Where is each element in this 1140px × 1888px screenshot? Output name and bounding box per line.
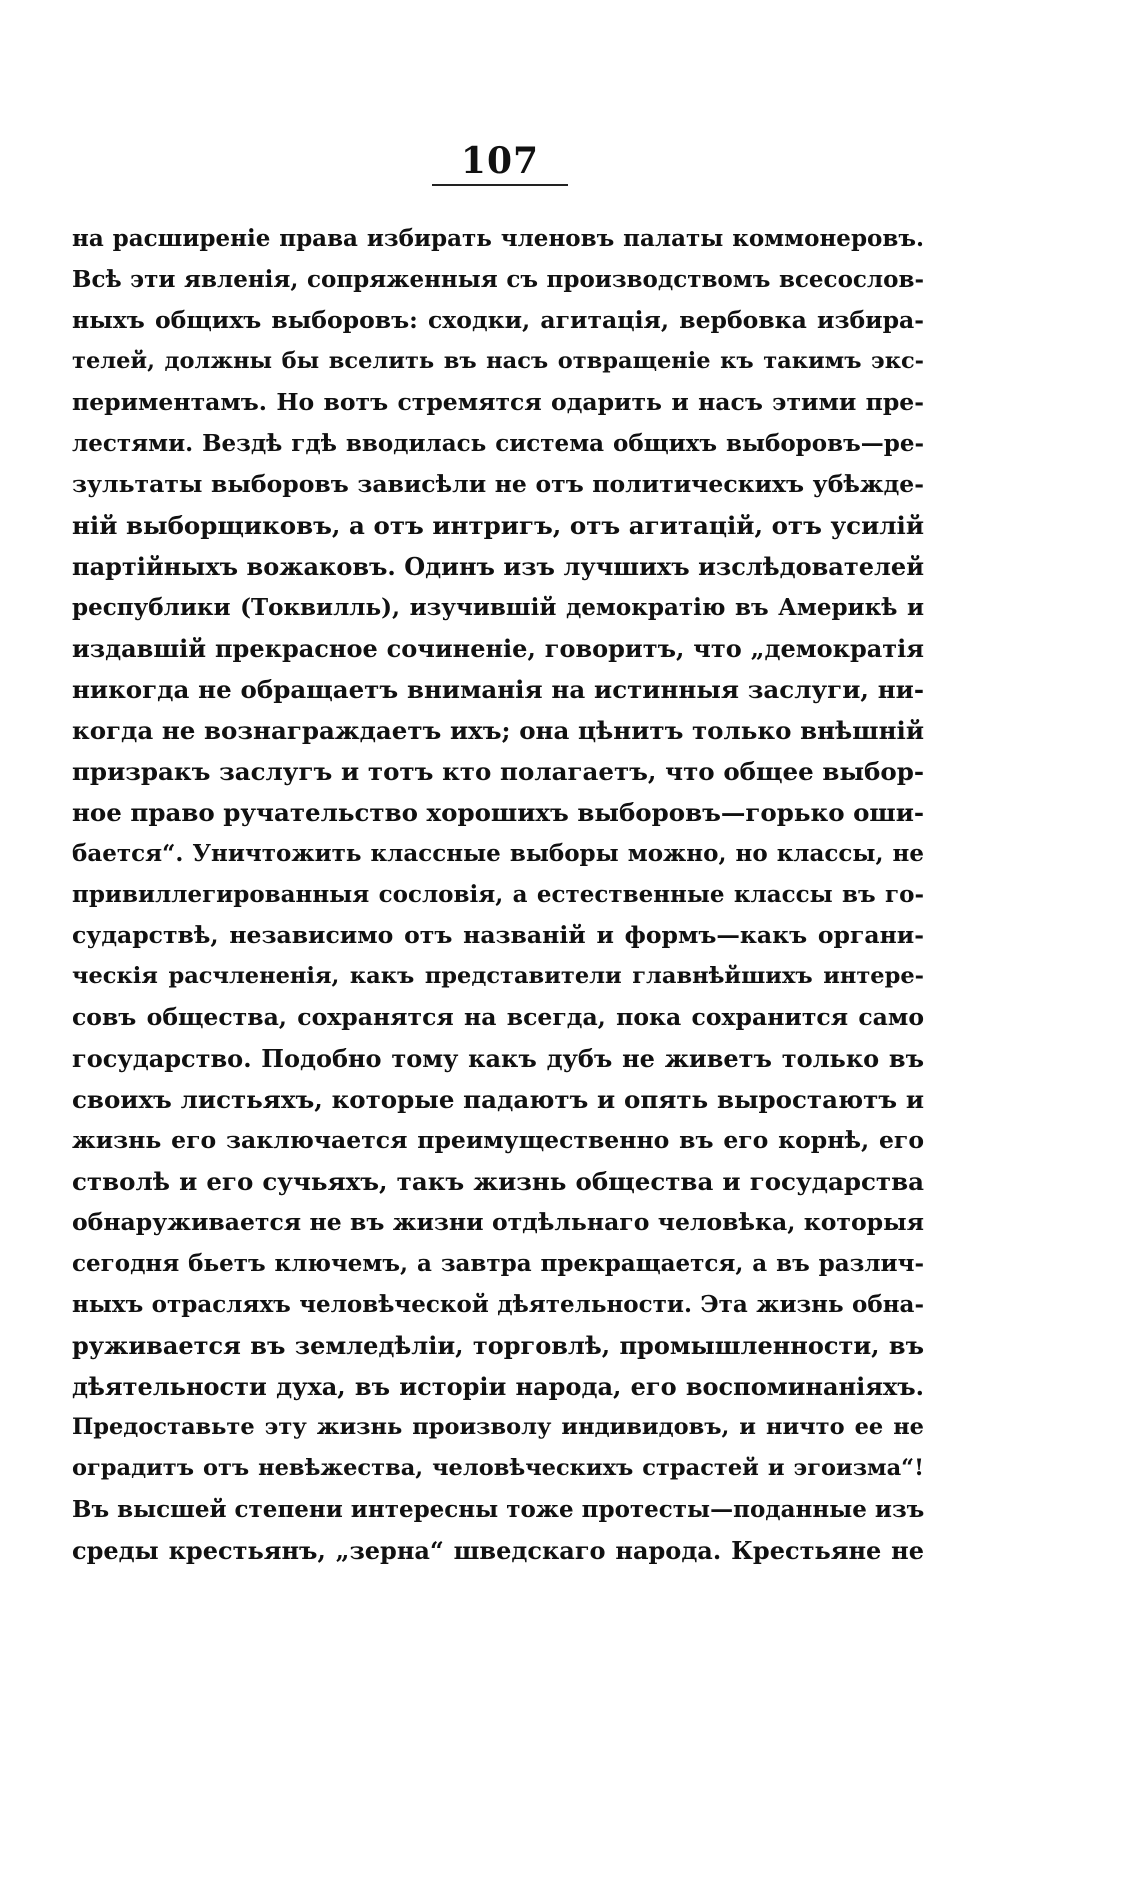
page-number-rule bbox=[432, 184, 568, 186]
text-line: обнаруживается не въ жизни отдѣльнаго человѣка, которыя bbox=[72, 1208, 924, 1236]
text-line: оградитъ отъ невѣжества, человѣческихъ страстей и эгоизма“! bbox=[72, 1455, 924, 1481]
text-line: ныхъ отрасляхъ человѣческой дѣятельности. Эта жизнь обна- bbox=[72, 1291, 924, 1318]
text-line: телей, должны бы вселить въ насъ отвращеніе къ такимъ экс- bbox=[72, 348, 924, 374]
text-line: никогда не обращаетъ вниманія на истинныя заслуги, ни- bbox=[72, 675, 924, 704]
text-line: лестями. Вездѣ гдѣ вводилась система общихъ выборовъ—ре- bbox=[72, 430, 924, 457]
text-line: совъ общества, сохранятся на всегда, пока сохранится само bbox=[72, 1003, 924, 1031]
text-line: среды крестьянъ, „зерна“ шведскаго народа. Крестьяне не bbox=[72, 1536, 924, 1565]
text-line: партійныхъ вожаковъ. Одинъ изъ лучшихъ изслѣдователей bbox=[72, 552, 924, 581]
text-line: бается“. Уничтожить классные выборы можно, но классы, не bbox=[72, 840, 924, 867]
text-line: Въ высшей степени интересны тоже протесты—поданные изъ bbox=[72, 1496, 924, 1523]
text-line: жизнь его заключается преимущественно въ его корнѣ, его bbox=[72, 1126, 924, 1154]
text-line: Всѣ эти явленія, сопряженныя съ производствомъ всесослов- bbox=[72, 266, 924, 293]
text-line: на расширеніе права избирать членовъ палаты коммонеровъ. bbox=[72, 225, 924, 252]
text-line: ныхъ общихъ выборовъ: сходки, агитація, вербовка избира- bbox=[72, 306, 924, 334]
text-line: ное право ручательство хорошихъ выборовъ—горько оши- bbox=[72, 798, 924, 827]
text-line: руживается въ земледѣліи, торговлѣ, промышленности, въ bbox=[72, 1331, 924, 1360]
text-line: зультаты выборовъ зависѣли не отъ политическихъ убѣжде- bbox=[72, 470, 924, 498]
text-line: ческія расчлененія, какъ представители главнѣйшихъ интере- bbox=[72, 963, 924, 989]
page-number: 107 bbox=[460, 140, 540, 182]
text-line: издавшій прекрасное сочиненіе, говоритъ, что „демократія bbox=[72, 634, 924, 663]
text-line: Предоставьте эту жизнь произволу индивидовъ, и ничто ее не bbox=[72, 1414, 924, 1440]
text-line: ній выборщиковъ, а отъ интригъ, отъ агитацій, отъ усилій bbox=[72, 511, 924, 540]
text-line: призракъ заслугъ и тотъ кто полагаетъ, что общее выбор- bbox=[72, 757, 924, 786]
text-line: республики (Токвилль), изучившій демократію въ Америкѣ и bbox=[72, 594, 924, 621]
text-line: привиллегированныя сословія, а естественные классы въ го- bbox=[72, 881, 924, 908]
text-line: своихъ листьяхъ, которые падаютъ и опять выростаютъ и bbox=[72, 1085, 924, 1114]
text-line: государство. Подобно тому какъ дубъ не живетъ только въ bbox=[72, 1044, 924, 1073]
text-line: сегодня бьетъ ключемъ, а завтра прекращается, а въ различ- bbox=[72, 1250, 924, 1277]
text-line: стволѣ и его сучьяхъ, такъ жизнь общества и государства bbox=[72, 1167, 924, 1196]
text-line: дѣятельности духа, въ исторіи народа, его воспоминаніяхъ. bbox=[72, 1372, 924, 1401]
body-text bbox=[72, 218, 924, 1571]
text-line: периментамъ. Но вотъ стремятся одарить и насъ этими пре- bbox=[72, 388, 924, 416]
text-line: когда не вознаграждаетъ ихъ; она цѣнитъ только внѣшній bbox=[72, 716, 924, 745]
text-line: сударствѣ, независимо отъ названій и формъ—какъ органи- bbox=[72, 921, 924, 949]
